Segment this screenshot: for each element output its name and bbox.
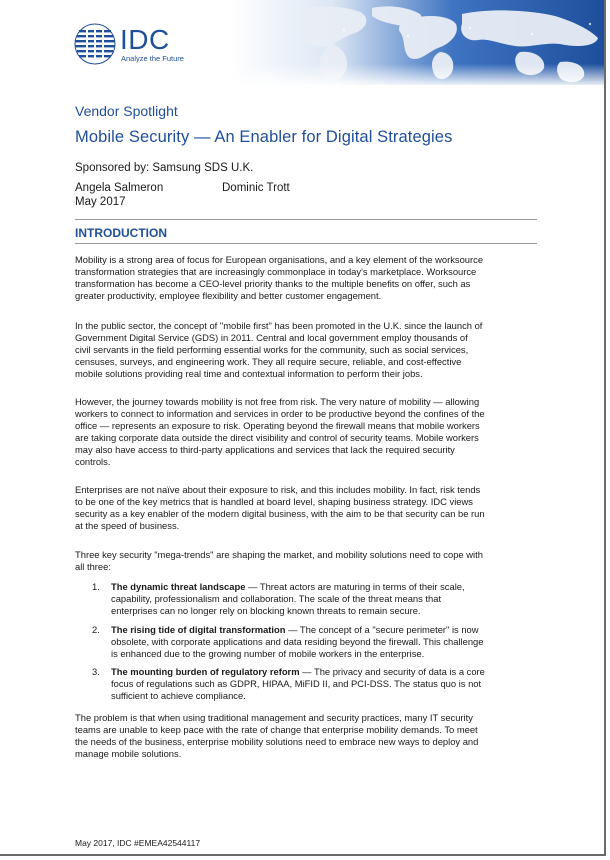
document-title: Mobile Security — An Enabler for Digital Strategies <box>75 128 453 146</box>
list-number: 1. <box>92 581 100 592</box>
section-divider <box>75 219 537 220</box>
paragraph-line: manage mobile solutions. <box>75 747 182 759</box>
paragraph-line: In the public sector, the concept of "mobile first" has been promoted in the U.K. since the launch of <box>75 320 483 331</box>
list-item-title: The rising tide of digital transformation <box>111 624 286 635</box>
paragraph <box>75 320 545 380</box>
paragraph <box>75 484 545 532</box>
paragraph-line: transformation has become a CEO-level priority thanks to the multiple benefits on offer, such as <box>75 277 471 289</box>
list-item-text: — The privacy and security of data is a core <box>299 666 485 677</box>
paragraph-line: all three: <box>75 560 111 572</box>
paragraph-line: civil servants in the field performing essential works for the community, such as social services, <box>75 343 469 355</box>
paragraph-line: the needs of the business, enterprise mobility solutions need to embrace new ways to deploy and <box>75 735 479 747</box>
header-banner <box>0 0 604 85</box>
idc-logo <box>73 22 183 64</box>
paragraph-line: Government Digital Service (GDS) in 2011. Central and local government employ thousands of <box>75 331 468 343</box>
list-item-title: The mounting burden of regulatory reform <box>111 666 300 677</box>
paragraph-line: to be one of the key metrics that is handled at board level, shaping business strategy. IDC views <box>75 495 473 507</box>
paragraph-line: workers to connect to information and services in order to be productive beyond the confines of the <box>75 407 485 419</box>
list-item-text: capability, professionalism and collaboration. The scale of the threat means that <box>111 592 442 604</box>
logo-wordmark: IDC <box>120 24 170 55</box>
paragraph-line: security as a key enabler of the modern digital business, with the aim to be that security can be run <box>75 507 485 519</box>
paragraph-line: may also have access to third-party applications and services that lack the required security <box>75 443 455 455</box>
logo-tagline: Analyze the Future <box>121 54 184 63</box>
paragraph-line: teams are unable to keep pace with the rate of change that enterprise mobility demands. To meet <box>75 723 478 735</box>
section-heading: INTRODUCTION <box>75 226 167 240</box>
list-item-text: — The concept of a "secure perimeter" is now <box>285 624 479 635</box>
list-item-text: focus of regulations such as GDPR, HIPAA, MiFID II, and PCI-DSS. The status quo is not <box>111 677 482 689</box>
paragraph-line: However, the journey towards mobility is not free from risk. The very nature of mobility — allowing <box>75 396 480 407</box>
paragraph <box>75 254 545 302</box>
paragraph <box>75 549 545 573</box>
list-item-text: enterprises can no longer rely on blocking known threats to remain secure. <box>111 604 421 616</box>
list-item-text: — Threat actors are maturing in terms of their scale, <box>245 581 465 592</box>
author-name: Dominic Trott <box>222 182 290 194</box>
list-item-text: obsolete, with corporate applications and data residing beyond the firewall. This challenge <box>111 635 484 647</box>
paragraph-line: are taking corporate data outside the direct visibility and control of security teams. Mobile workers <box>75 431 479 443</box>
paragraph-line: Mobility is a strong area of focus for European organisations, and a key element of the worksource <box>75 254 484 265</box>
sponsor-line: Sponsored by: Samsung SDS U.K. <box>75 162 254 174</box>
paragraph-line: mobile solutions providing real time and contextual information to perform their jobs. <box>75 367 423 379</box>
list-item-text: is enhanced due to the growing number of mobile workers in the enterprise. <box>111 647 425 659</box>
paragraph-line: censuses, surveys, and engineering work. They all require secure, reliable, and cost-effective <box>75 355 462 367</box>
paragraph <box>75 712 545 760</box>
paragraph <box>75 396 545 467</box>
document-label: Vendor Spotlight <box>75 103 178 119</box>
paragraph-line: Three key security "mega-trends" are shaping the market, and mobility solutions need to cope with <box>75 549 483 560</box>
paragraph-line: office — represents an exposure to risk. Operating beyond the firewall means that mobile workers <box>75 419 480 431</box>
paragraph-line: transformation strategies that are increasingly commonplace in today's marketplace. Worksource <box>75 265 477 277</box>
author-name: Angela Salmeron <box>75 182 164 194</box>
paragraph-line: greater productivity, employee flexibility and better customer engagement. <box>75 289 382 301</box>
list-item-title: The dynamic threat landscape <box>111 581 246 592</box>
list-item-text: sufficient to achieve compliance. <box>111 689 246 701</box>
list-number: 2. <box>92 624 100 635</box>
page-footer: May 2017, IDC #EMEA42544117 <box>75 838 201 848</box>
section-divider <box>75 243 537 244</box>
publication-date: May 2017 <box>75 196 126 208</box>
paragraph-line: at the speed of business. <box>75 519 180 531</box>
idc-globe-icon <box>73 22 117 66</box>
paragraph-line: The problem is that when using traditional management and security practices, many IT security <box>75 712 473 723</box>
list-number: 3. <box>92 666 100 677</box>
paragraph-line: controls. <box>75 455 111 467</box>
paragraph-line: Enterprises are not naïve about their exposure to risk, and this includes mobility. In fact, risk tends <box>75 484 481 495</box>
